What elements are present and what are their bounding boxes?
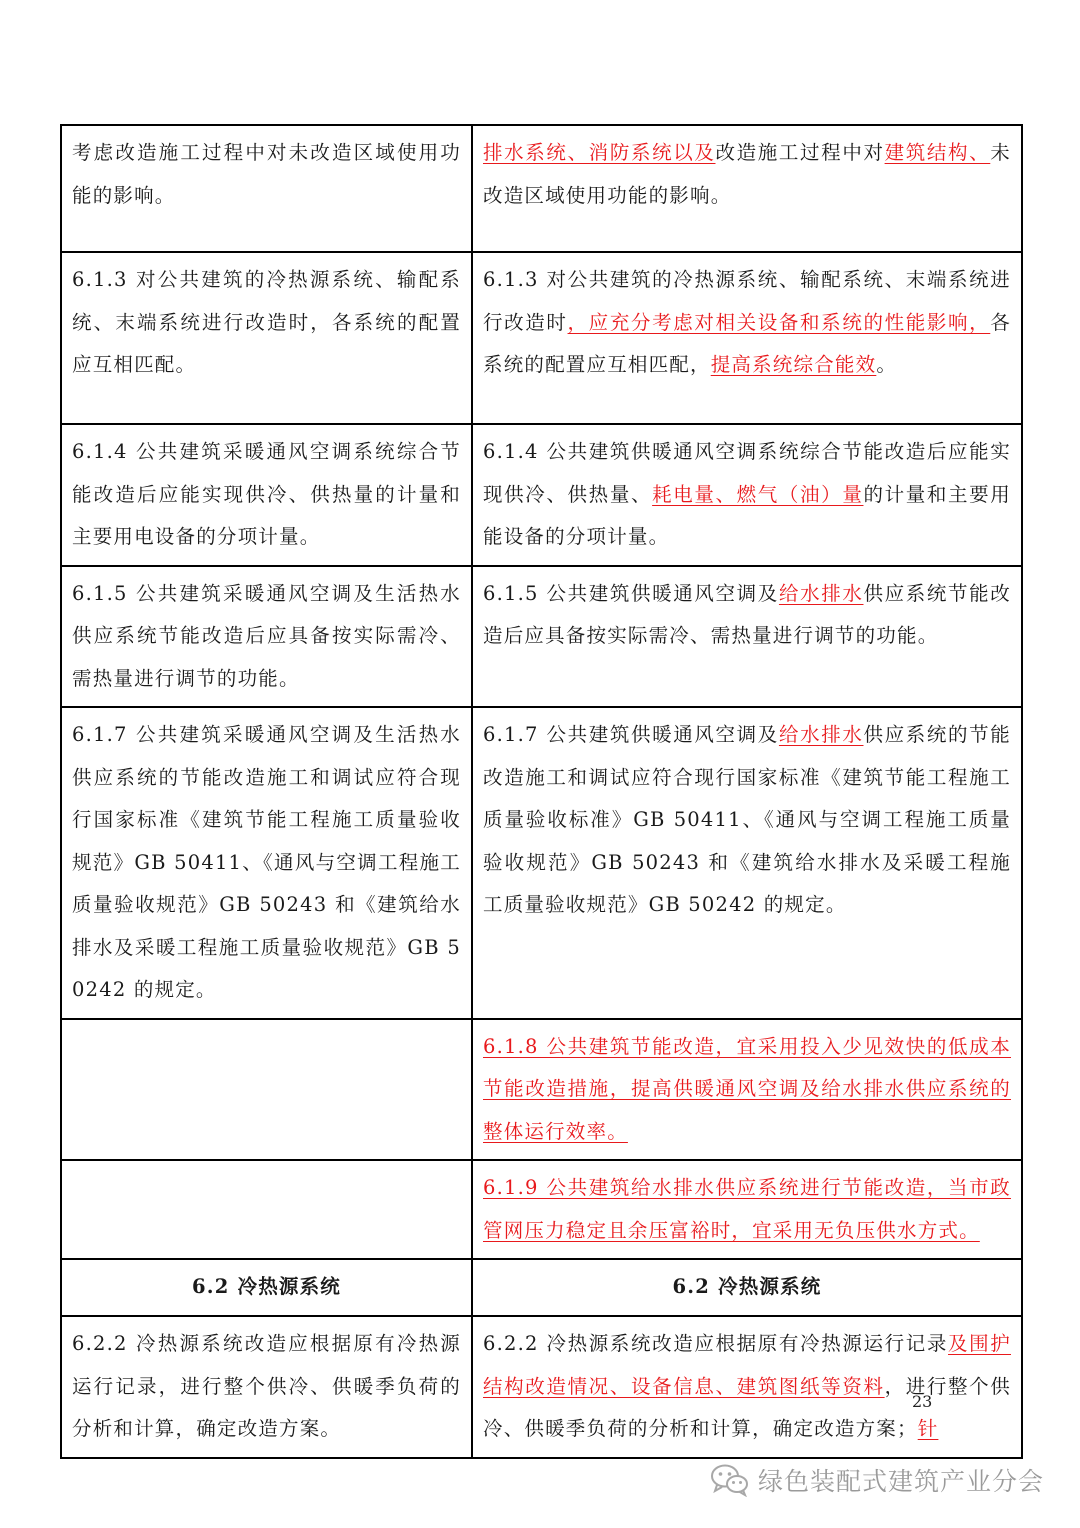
old-clause-cell <box>61 424 472 566</box>
old-clause-cell <box>61 1019 472 1161</box>
old-clause-cell <box>61 566 472 708</box>
new-clause-cell <box>472 424 1022 566</box>
clause-text: 6.2 冷热源系统 <box>191 1275 341 1299</box>
table-row <box>61 1160 1022 1259</box>
clause-text: 未改造区域使用功能的影响。 <box>483 141 1011 207</box>
revised-text: 6.1.8 公共建筑节能改造，宜采用投入少见效快的低成本节能改造措施，提高供暖通风空调及给水排水供应系统的整体运行效率。 <box>483 1034 1011 1143</box>
clause-text: 改造施工过程中对 <box>715 141 885 164</box>
wechat-icon <box>710 1463 750 1497</box>
table-row <box>61 1019 1022 1161</box>
section-heading <box>472 1259 1022 1316</box>
new-clause-cell <box>472 1316 1022 1458</box>
old-clause-cell <box>61 252 472 424</box>
clause-text: 6.1.5 公共建筑供暖通风空调及 <box>483 581 779 605</box>
section-heading <box>61 1259 472 1316</box>
revised-text: 排水系统、消防系统以及 <box>483 141 716 164</box>
clause-text: 6.1.5 公共建筑采暖通风空调及生活热水供应系统节能改造后应具备按实际需冷、需热量进行调节的功能。 <box>72 581 461 690</box>
revised-text: 及围护结构改造情况、设备信息、建筑图纸等资料 <box>483 1332 1011 1398</box>
clause-text: 6.1.3 对公共建筑的冷热源系统、输配系统、末端系统进行改造时 <box>483 268 1011 334</box>
revised-text: 针 <box>917 1417 939 1440</box>
new-clause-cell <box>472 125 1022 252</box>
clause-text: 的计量和主要用能设备的分项计量。 <box>483 482 1011 548</box>
old-clause-cell <box>61 1160 472 1259</box>
old-clause-cell <box>61 707 472 1019</box>
revised-text: 给水排水 <box>778 723 864 746</box>
section-heading-row <box>61 1259 1022 1316</box>
new-clause-cell <box>472 707 1022 1019</box>
table-row <box>61 707 1022 1019</box>
clause-text: ，进行整个供冷、供暖季负荷的分析和计算，确定改造方案； <box>483 1374 1011 1440</box>
revised-text: 建筑结构、 <box>884 141 991 164</box>
revised-text: 6.1.9 公共建筑给水排水供应系统进行节能改造，当市政管网压力稳定且余压富裕时，宜采用无负压供水方式。 <box>483 1176 1011 1242</box>
clause-text: 各系统的配置应互相匹配， <box>483 310 1011 376</box>
old-clause-cell <box>61 125 472 252</box>
old-clause-cell <box>61 1316 472 1458</box>
clause-text: 供应系统的节能改造施工和调试应符合现行国家标准《建筑节能工程施工质量验收标准》GB 50411、《通风与空调工程施工质量验收规范》GB 50243 和《建筑给水排水及采暖工程施工质量验收规范》GB 50242 的规定。 <box>483 723 1011 916</box>
new-clause-cell <box>472 252 1022 424</box>
table-row <box>61 424 1022 566</box>
table-row <box>61 125 1022 252</box>
clause-text: 6.1.4 公共建筑供暖通风空调系统综合节能改造后应能实现供冷、供热量、 <box>483 440 1011 506</box>
clause-text: 6.2.2 冷热源系统改造应根据原有冷热源运行记录，进行整个供冷、供暖季负荷的分析和计算，确定改造方案。 <box>72 1332 461 1440</box>
clause-text: 6.1.4 公共建筑采暖通风空调系统综合节能改造后应能实现供冷、供热量的计量和主要用电设备的分项计量。 <box>72 440 461 548</box>
clause-text: 6.1.7 公共建筑供暖通风空调及 <box>483 723 779 746</box>
watermark <box>710 1462 1044 1498</box>
table-row <box>61 252 1022 424</box>
table-row <box>61 1316 1022 1458</box>
watermark-text: 绿色装配式建筑产业分会 <box>757 1467 1044 1496</box>
clause-text: 6.1.7 公共建筑采暖通风空调及生活热水供应系统的节能改造施工和调试应符合现行国家标准《建筑节能工程施工质量验收规范》GB 50411、《通风与空调工程施工质量验收规范》GB 50243 和《建筑给水排水及采暖工程施工质量验收规范》GB 50242 的规定。 <box>72 723 461 1001</box>
clause-text: 6.1.3 对公共建筑的冷热源系统、输配系统、末端系统进行改造时，各系统的配置应互相匹配。 <box>72 268 461 376</box>
revised-text: ，应充分考虑对相关设备和系统的性能影响， <box>567 310 991 334</box>
new-clause-cell <box>472 1019 1022 1161</box>
comparison-table <box>60 124 1023 1459</box>
new-clause-cell <box>472 1160 1022 1259</box>
revised-text: 给水排水 <box>778 581 864 605</box>
clause-text: 。 <box>876 353 898 376</box>
clause-text: 供应系统节能改造后应具备按实际需冷、需热量进行调节的功能。 <box>483 581 1011 647</box>
table-row <box>61 566 1022 708</box>
revised-text: 耗电量、燃气（油）量 <box>652 482 864 506</box>
new-clause-cell <box>472 566 1022 708</box>
revised-text: 提高系统综合能效 <box>710 353 877 376</box>
clause-text: 6.2 冷热源系统 <box>672 1275 822 1299</box>
clause-text: 考虑改造施工过程中对未改造区域使用功能的影响。 <box>72 141 461 207</box>
page-number: 23 <box>912 1392 933 1411</box>
clause-text: 6.2.2 冷热源系统改造应根据原有冷热源运行记录 <box>483 1332 949 1355</box>
